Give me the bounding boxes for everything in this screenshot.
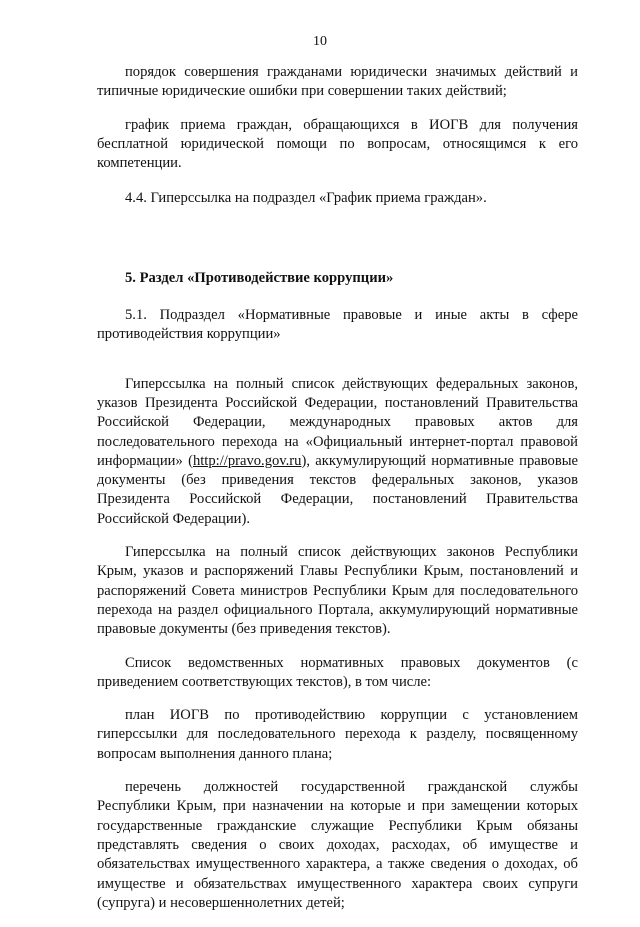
paragraph-reception-schedule: график приема граждан, обращающихся в ИОГВ для получения бесплатной юридической помощи по вопросам, относящимся к его компетенции.: [97, 116, 578, 172]
federal-links-text-before: Гиперссылка на полный список действующих федеральных законов, указов Президента Российской Федерации, постановлений Правительства Российской Федерации, международных правовых актов для последовательного перехода на «Официальный интернет-портал правовой информации» (: [97, 375, 578, 469]
document-body: [97, 63, 578, 927]
page-number: 10: [313, 34, 327, 49]
pravo-gov-link[interactable]: http://pravo.gov.ru: [192, 452, 302, 469]
paragraph-schedule-link: 4.4. Гиперссылка на подраздел «График приема граждан».: [125, 190, 487, 207]
paragraph-anticorruption-plan: план ИОГВ по противодействию коррупции с установлением гиперссылки для последовательного перехода к разделу, посвященному вопросам выполнения данного плана;: [97, 707, 578, 762]
paragraph-departmental-list: Список ведомственных нормативных правовых документов (с приведением соответствующих текстов), в том числе:: [97, 654, 578, 690]
section-heading-anticorruption: 5. Раздел «Противодействие коррупции»: [125, 269, 394, 286]
paragraph-legal-procedures: порядок совершения гражданами юридически значимых действий и типичные юридические ошибки при совершении таких действий;: [97, 64, 578, 100]
subsection-normative-acts: 5.1. Подраздел «Нормативные правовые и иные акты в сфере противодействия коррупции»: [97, 307, 578, 343]
federal-links-text-after: ), аккумулирующий нормативные правовые документы (без приведения текстов федеральных законов, указов Президента Российской Федерации, постановлений Правительства Российской Федерации).: [97, 452, 578, 527]
paragraph-crimea-links: Гиперссылка на полный список действующих законов Республики Крым, указов и распоряжений Главы Республики Крым, постановлений и распоряжений Совета министров Республики Крым для последовательного перехода на раздел официального Портала, аккумулирующий нормативные правовые документы (без приведения текстов).: [97, 544, 578, 638]
paragraph-federal-links: [97, 375, 578, 529]
paragraph-positions-list: перечень должностей государственной гражданской службы Республики Крым, при назначении на которые и при замещении которых государственные гражданские служащие Республики Крым обязаны представлять сведения о своих доходах, расходах, об имуществе и обязательствах имущественного характера, а также сведения о доходах, об имуществе и обязательствах имущественного характера своих супруги (супруга) и несовершеннолетних детей;: [97, 779, 578, 911]
